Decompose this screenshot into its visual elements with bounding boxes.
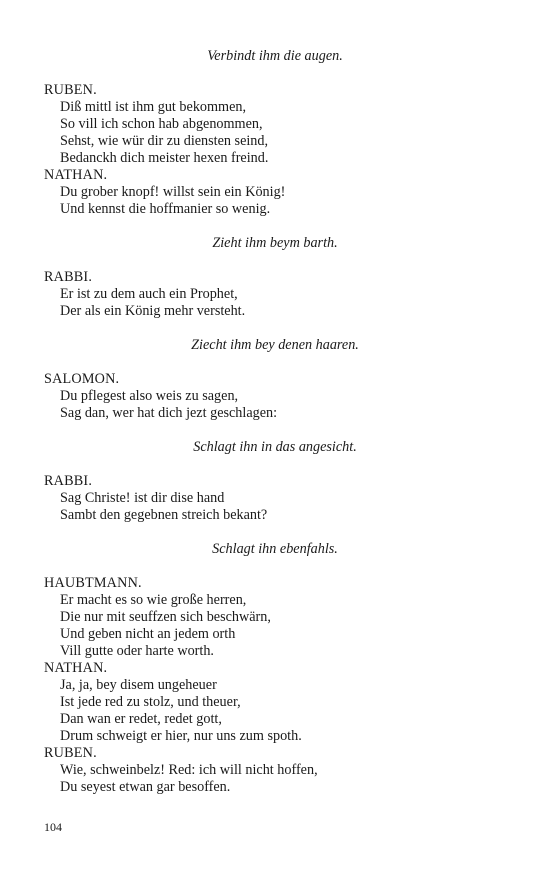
play-text (44, 48, 506, 796)
speaker-name: RUBEN. (44, 82, 97, 98)
speaker-name: RUBEN. (44, 745, 97, 761)
verse-line: Ist jede red zu stolz, und theuer, (60, 694, 241, 710)
blank-line (44, 422, 506, 439)
blank-line (44, 558, 506, 575)
verse-line: Und kennst die hoffmanier so wenig. (60, 201, 271, 217)
verse-line: Er macht es so wie große herren, (60, 592, 247, 608)
page-number: 104 (44, 820, 62, 834)
verse-line: Du pflegest also weis zu sagen, (60, 388, 239, 404)
verse-line: Sehst, wie wür dir zu diensten seind, (60, 133, 269, 149)
verse-line: Der als ein König mehr versteht. (60, 303, 246, 319)
blank-line (44, 65, 506, 82)
stage-direction: Schlagt ihn in das angesicht. (193, 439, 357, 455)
verse-line: Wie, schweinbelz! Red: ich will nicht hoffen, (60, 762, 318, 778)
speaker-name: NATHAN. (44, 660, 108, 676)
speaker-name: HAUBTMANN. (44, 575, 142, 591)
blank-line (44, 524, 506, 541)
verse-line: Die nur mit seuffzen sich beschwärn, (60, 609, 271, 625)
stage-direction: Schlagt ihn ebenfahls. (212, 541, 338, 557)
blank-line (44, 320, 506, 337)
verse-line: So vill ich schon hab abgenommen, (60, 116, 263, 132)
blank-line (44, 456, 506, 473)
verse-line: Drum schweigt er hier, nur uns zum spoth. (60, 728, 302, 744)
verse-line: Und geben nicht an jedem orth (60, 626, 236, 642)
verse-line: Diß mittl ist ihm gut bekommen, (60, 99, 247, 115)
stage-direction: Verbindt ihm die augen. (207, 48, 343, 64)
speaker-name: RABBI. (44, 269, 93, 285)
verse-line: Sag dan, wer hat dich jezt geschlagen: (60, 405, 278, 421)
verse-line: Bedanckh dich meister hexen freind. (60, 150, 269, 166)
verse-line: Sambt den gegebnen streich bekant? (60, 507, 268, 523)
blank-line (44, 218, 506, 235)
stage-direction: Zieht ihm beym barth. (212, 235, 338, 251)
blank-line (44, 354, 506, 371)
verse-line: Vill gutte oder harte worth. (60, 643, 214, 659)
speaker-name: SALOMON. (44, 371, 120, 387)
verse-line: Sag Christe! ist dir dise hand (60, 490, 225, 506)
verse-line: Er ist zu dem auch ein Prophet, (60, 286, 238, 302)
blank-line (44, 252, 506, 269)
verse-line: Du grober knopf! willst sein ein König! (60, 184, 286, 200)
speaker-name: NATHAN. (44, 167, 108, 183)
verse-line: Du seyest etwan gar besoffen. (60, 779, 231, 795)
speaker-name: RABBI. (44, 473, 93, 489)
verse-line: Dan wan er redet, redet gott, (60, 711, 222, 727)
stage-direction: Ziecht ihm bey denen haaren. (191, 337, 359, 353)
verse-line: Ja, ja, bey disem ungeheuer (60, 677, 217, 693)
